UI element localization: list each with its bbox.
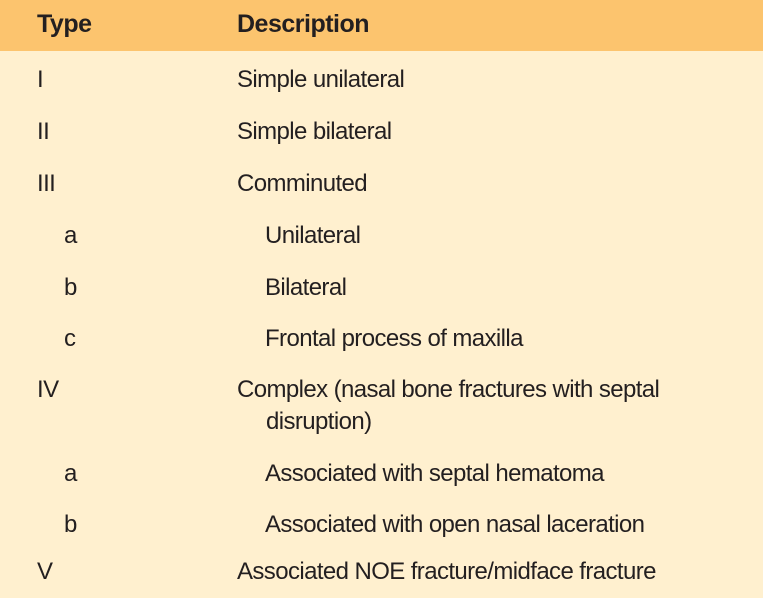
description-cell: Unilateral [265,222,361,249]
description-cell: Associated with open nasal laceration [265,511,645,538]
type-cell: c [64,325,76,352]
description-cell: Simple bilateral [237,118,392,145]
type-cell: b [64,274,77,301]
type-cell: a [64,460,77,487]
description-cell: Frontal process of maxilla [265,325,523,352]
description-line-2: disruption) [266,408,372,435]
type-cell: V [37,558,53,585]
type-cell: b [64,511,77,538]
table-header [0,0,763,51]
header-description: Description [237,10,370,38]
description-line-1: Complex (nasal bone fractures with septal [237,376,660,403]
description-cell: Associated NOE fracture/midface fracture [237,558,656,585]
type-cell: a [64,222,77,249]
description-cell: Simple unilateral [237,66,405,93]
description-cell [237,374,747,438]
type-cell: III [37,170,56,197]
type-cell: IV [37,376,59,403]
description-cell: Associated with septal hematoma [265,460,604,487]
description-cell: Comminuted [237,170,368,197]
type-cell: I [37,66,44,93]
header-type: Type [37,10,92,38]
description-cell: Bilateral [265,274,347,301]
type-cell: II [37,118,50,145]
